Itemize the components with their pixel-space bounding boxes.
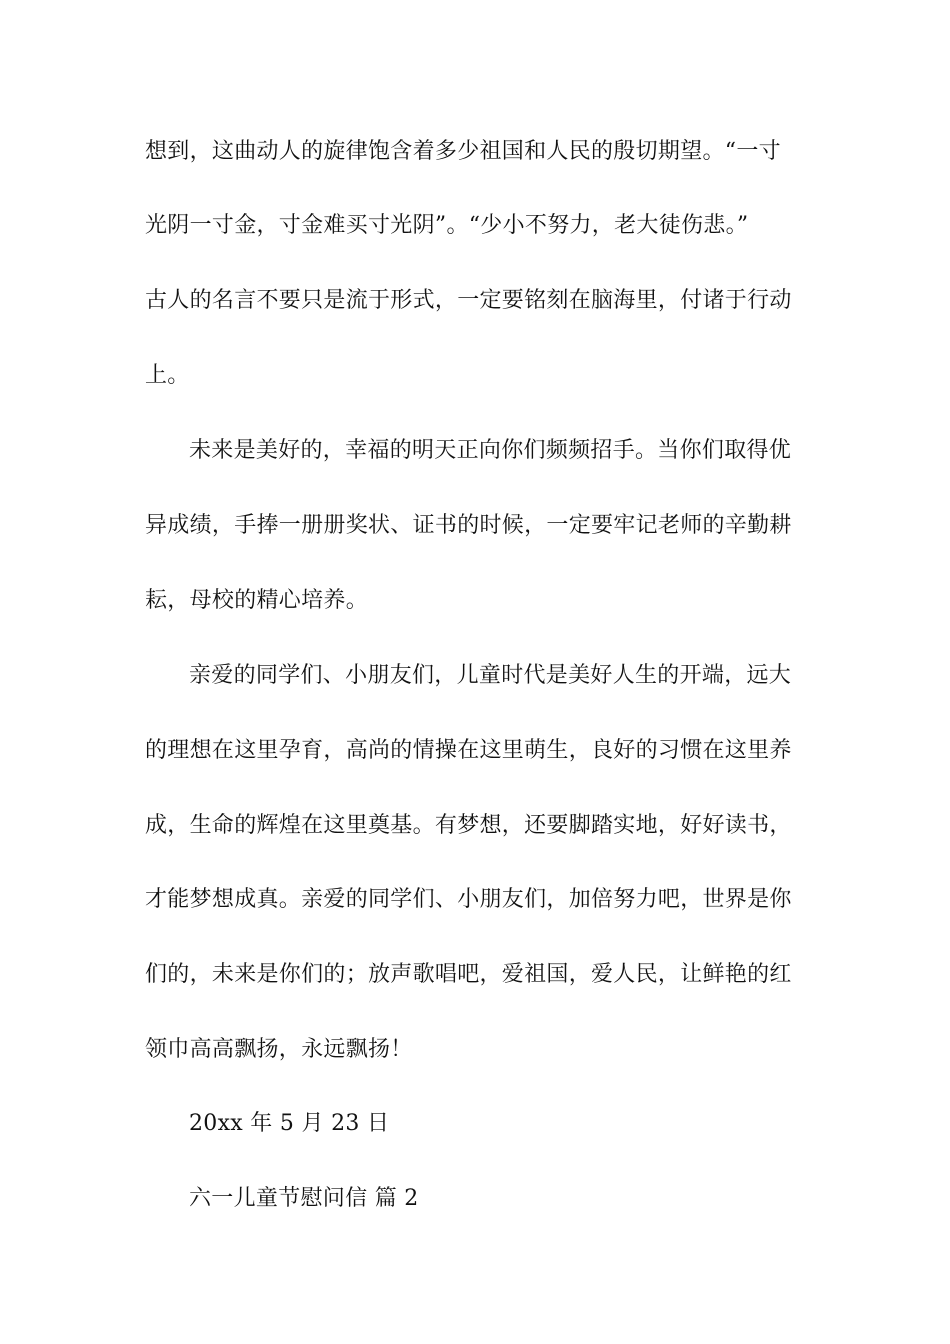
text-line: 才能梦想成真。亲爱的同学们、小朋友们，加倍努力吧，世界是你 [145, 887, 792, 912]
text-line: 想到，这曲动人的旋律饱含着多少祖国和人民的殷切期望。“一寸 [145, 139, 781, 164]
text-line: 的理想在这里孕育，高尚的情操在这里萌生，良好的习惯在这里养 [145, 738, 792, 763]
text-line: 光阴一寸金，寸金难买寸光阴”。“少小不努力，老大徒伤悲。” [145, 213, 749, 238]
letter-date: 20xx 年 5 月 23 日 [189, 1111, 390, 1136]
text-line: 亲爱的同学们、小朋友们，儿童时代是美好人生的开端，远大 [189, 663, 792, 688]
text-line: 未来是美好的，幸福的明天正向你们频频招手。当你们取得优 [189, 438, 792, 463]
text-line: 异成绩，手捧一册册奖状、证书的时候，一定要牢记老师的辛勤耕 [145, 513, 792, 538]
section-heading: 六一儿童节慰问信 篇 2 [189, 1186, 419, 1211]
text-line: 上。 [145, 363, 190, 388]
text-line: 古人的名言不要只是流于形式，一定要铭刻在脑海里，付诸于行动 [145, 288, 792, 313]
text-line: 耘，母校的精心培养。 [145, 588, 369, 613]
text-line: 领巾高高飘扬，永远飘扬！ [145, 1037, 413, 1062]
text-line: 成，生命的辉煌在这里奠基。有梦想，还要脚踏实地，好好读书， [145, 813, 792, 838]
text-line: 们的，未来是你们的；放声歌唱吧，爱祖国，爱人民，让鲜艳的红 [145, 962, 792, 987]
